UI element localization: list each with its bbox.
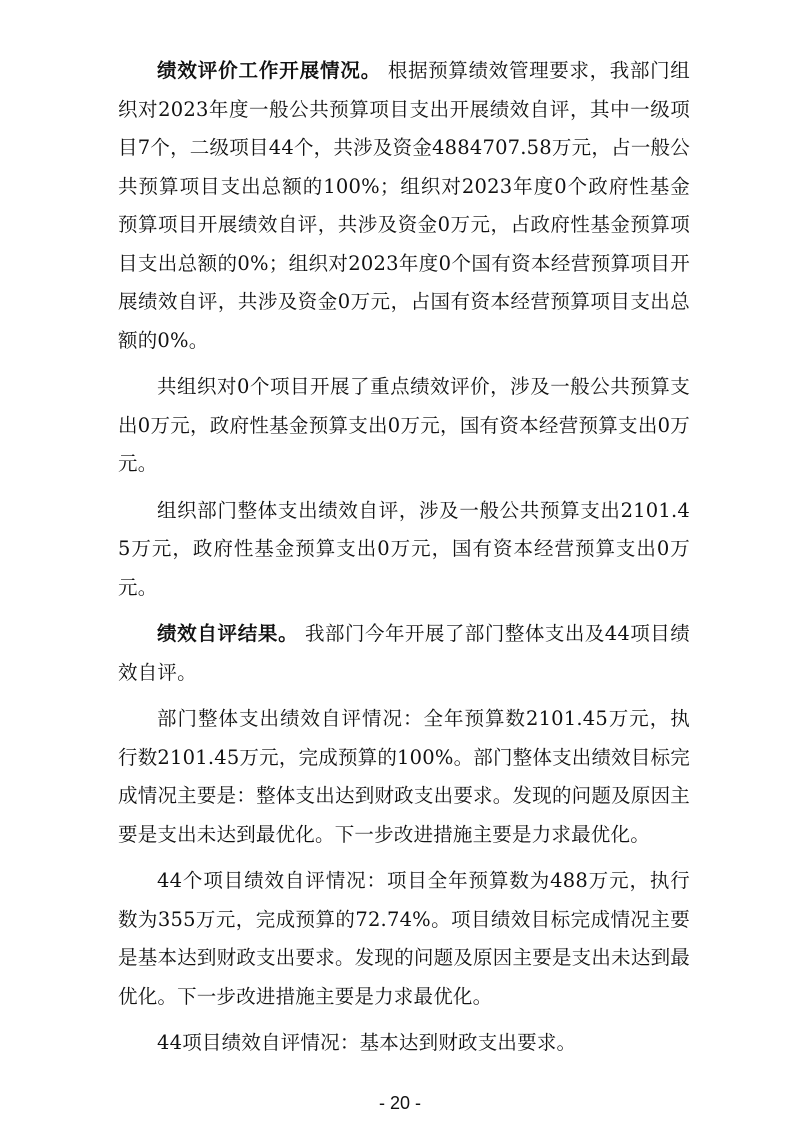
paragraph-44-projects-summary bbox=[118, 1024, 690, 1063]
paragraph-department-self-evaluation bbox=[118, 492, 690, 608]
section-heading-performance-evaluation: 绩效评价工作开展情况。 bbox=[157, 59, 382, 82]
paragraph-text: 44项目绩效自评情况：基本达到财政支出要求。 bbox=[157, 1031, 577, 1054]
paragraph-text: 组织部门整体支出绩效自评，涉及一般公共预算支出2101.45万元，政府性基金预算支出0万元，国有资本经营预算支出0万元。 bbox=[118, 498, 690, 599]
paragraph-text: 部门整体支出绩效自评情况：全年预算数2101.45万元，执行数2101.45万元，完成预算的100%。部门整体支出绩效目标完成情况主要是：整体支出达到财政支出要求。发现的问题及原因主要是支出未达到最优化。下一步改进措施主要是力求最优化。 bbox=[118, 707, 690, 846]
paragraph-text: 我部门今年开展了部门整体支出及44项目绩效自评。 bbox=[118, 622, 690, 684]
paragraph-text: 44个项目绩效自评情况：项目全年预算数为488万元，执行数为355万元，完成预算的72.74%。项目绩效目标完成情况主要是基本达到财政支出要求。发现的问题及原因主要是支出未达到最优化。下一步改进措施主要是力求最优化。 bbox=[118, 869, 690, 1008]
section-heading-self-evaluation-results: 绩效自评结果。 bbox=[157, 622, 299, 645]
paragraph-performance-evaluation bbox=[118, 52, 690, 360]
document-body bbox=[118, 52, 690, 1071]
page-number: - 20 - bbox=[378, 1093, 421, 1113]
paragraph-self-evaluation-results bbox=[118, 615, 690, 692]
paragraph-text: 共组织对0个项目开展了重点绩效评价，涉及一般公共预算支出0万元，政府性基金预算支出0万元，国有资本经营预算支出0万元。 bbox=[118, 375, 690, 475]
paragraph-text: 根据预算绩效管理要求，我部门组织对2023年度一般公共预算项目支出开展绩效自评，其中一级项目7个，二级项目44个，共涉及资金4884707.58万元，占一般公共预算项目支出总额的100%；组织对2023年度0个政府性基金预算项目开展绩效自评，共涉及资金0万元，占政府性基金预算项目支出总额的0%；组织对2023年度0个国有资本经营预算项目开展绩效自评，共涉及资金0万元，占国有资本经营预算项目支出总额的0%。 bbox=[118, 59, 690, 352]
paragraph-44-projects bbox=[118, 862, 690, 1016]
paragraph-key-evaluation bbox=[118, 368, 690, 484]
paragraph-department-overall bbox=[118, 700, 690, 854]
